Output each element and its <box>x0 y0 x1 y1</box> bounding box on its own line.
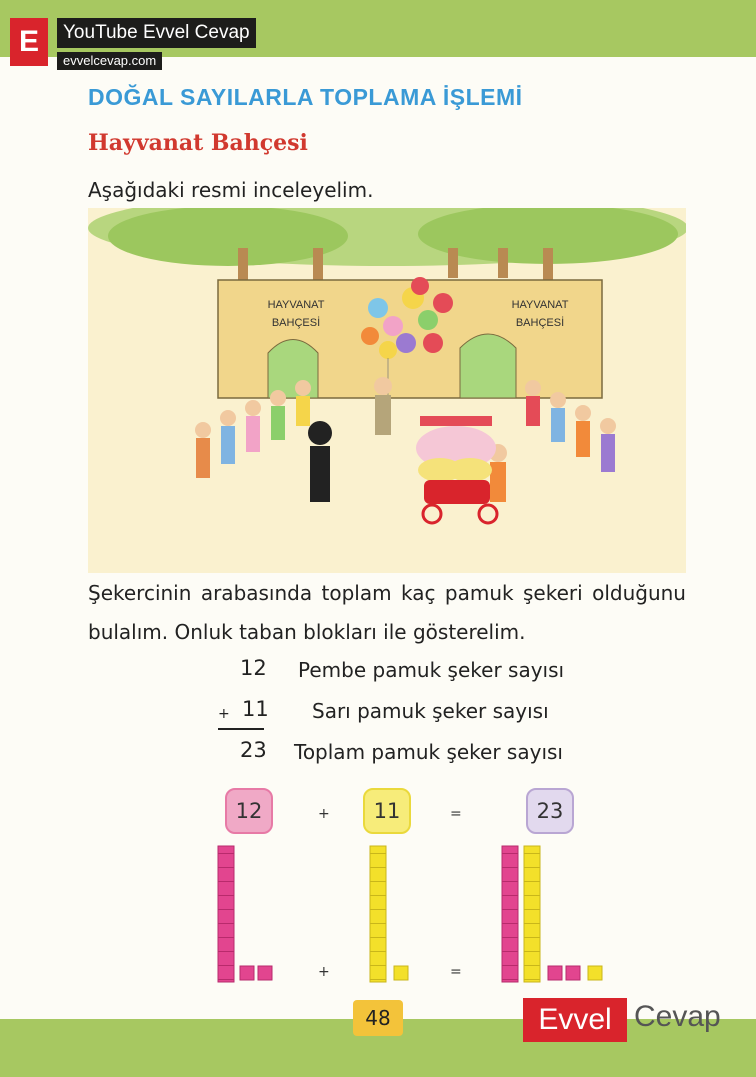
ten-rod <box>524 846 540 982</box>
sum-line <box>218 728 264 730</box>
problem-paragraph: Şekercinin arabasında toplam kaç pamuk şekeri olduğunu bulalım. Onluk taban blokları ile gösterelim. <box>88 581 686 644</box>
ten-rod <box>370 846 386 982</box>
ten-rod <box>502 846 518 982</box>
logo-evvel: Evvel <box>523 998 627 1042</box>
sign-right-line1: HAYVANAT <box>511 299 569 311</box>
sign-right-line2: BAHÇESİ <box>515 317 565 329</box>
one-cube <box>548 966 562 980</box>
ten-rod <box>218 846 234 982</box>
addend-a: 12 <box>240 656 267 680</box>
addition-plus: + <box>218 706 230 722</box>
base-ten-blocks <box>210 840 630 990</box>
pill-plus: + <box>318 806 330 822</box>
intro-text: Aşağıdaki resmi inceleyelim. <box>88 178 374 202</box>
pill-middle: 11 <box>363 788 411 834</box>
candy-cart <box>416 416 497 523</box>
addend-a-label: Pembe pamuk şeker sayısı <box>298 658 565 682</box>
brand-logo: E <box>10 18 48 66</box>
pill-right: 23 <box>526 788 574 834</box>
one-cube <box>240 966 254 980</box>
page-number: 48 <box>353 1000 403 1036</box>
sum-label: Toplam pamuk şeker sayısı <box>294 740 563 764</box>
one-cube <box>588 966 602 980</box>
one-cube <box>258 966 272 980</box>
sign-left-line2: BAHÇESİ <box>271 317 321 329</box>
addend-b: 11 <box>242 697 269 721</box>
section-subtitle: Hayvanat Bahçesi <box>88 130 308 156</box>
zoo-illustration <box>88 208 686 573</box>
blocks-plus: + <box>318 964 330 980</box>
pill-left: 12 <box>225 788 273 834</box>
brand-site[interactable]: evvelcevap.com <box>57 52 162 70</box>
addend-b-label: Sarı pamuk şeker sayısı <box>312 699 549 723</box>
zoo-scene <box>88 208 686 573</box>
sum-value: 23 <box>240 738 267 762</box>
blocks-equals: = <box>450 964 462 980</box>
page-title: DOĞAL SAYILARLA TOPLAMA İŞLEMİ <box>88 84 523 110</box>
brand-title: YouTube Evvel Cevap <box>57 18 256 48</box>
logo-cevap: Cevap <box>634 1000 721 1033</box>
sign-left-line1: HAYVANAT <box>267 299 325 311</box>
one-cube <box>394 966 408 980</box>
one-cube <box>566 966 580 980</box>
pill-equals: = <box>450 806 462 822</box>
